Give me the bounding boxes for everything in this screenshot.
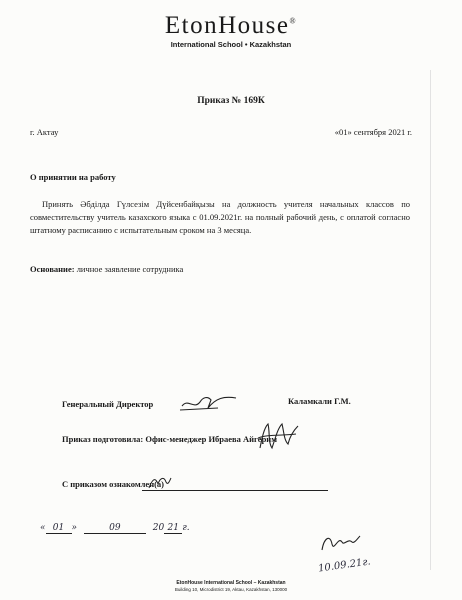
director-name: Каламкали Г.М. xyxy=(288,396,351,406)
employee-signature-icon xyxy=(146,472,172,492)
ack-open-quote: « xyxy=(40,523,46,533)
prepared-value: Офис-менеджер Ибраева Айгерим xyxy=(145,434,277,444)
prepared-by xyxy=(62,434,277,444)
order-body: Принять Әбділда Гүлсезім Дүйсенбайқызы на должность учителя начальных классов по совместительству учитель казахского языка с 01.09.2021г. на полный рабочий день, с оплатой согласно штатному расписанию с испытательным сроком на 3 месяца. xyxy=(30,199,410,235)
ack-day: 01 xyxy=(46,523,72,534)
ack-month: 09 xyxy=(84,523,146,534)
handwritten-signature-icon xyxy=(318,528,362,558)
logo-registered-mark: ® xyxy=(289,16,298,26)
ack-year-suffix: 21 xyxy=(164,523,182,534)
order-subject: О принятии на работу xyxy=(30,172,116,182)
acquainted-date xyxy=(40,523,190,534)
page-edge-shadow xyxy=(430,70,431,570)
prepared-label: Приказ подготовила: xyxy=(62,434,144,444)
director-signature-icon xyxy=(178,388,240,414)
order-title: Приказ № 169К xyxy=(197,96,265,106)
logo-subtitle: International School • Kazakhstan xyxy=(170,40,292,49)
footer-address: Building 10, Microdistrict 19, Aktau, Kazakhstan, 130000 xyxy=(174,587,288,592)
logo-text: EtonHouse xyxy=(164,12,290,39)
order-date: «01» сентября 2021 г. xyxy=(334,127,412,137)
director-label: Генеральный Директор xyxy=(62,399,154,409)
ack-close-quote: » xyxy=(71,523,78,533)
school-logo xyxy=(0,12,462,40)
ack-year-prefix: 20 xyxy=(152,523,165,533)
basis-value: личное заявление сотрудника xyxy=(76,264,184,274)
basis-label: Основание: xyxy=(30,264,75,274)
footer-school-name: EtonHouse International School – Kazakhstan xyxy=(176,580,286,586)
ack-year-end: г. xyxy=(182,523,190,533)
acquainted-label: С приказом ознакомлен(а) xyxy=(62,479,164,489)
preparer-signature-icon xyxy=(254,418,300,456)
order-city: г. Актау xyxy=(30,127,59,137)
handwritten-date: 10.09.21г. xyxy=(317,556,372,575)
order-basis xyxy=(30,264,183,274)
